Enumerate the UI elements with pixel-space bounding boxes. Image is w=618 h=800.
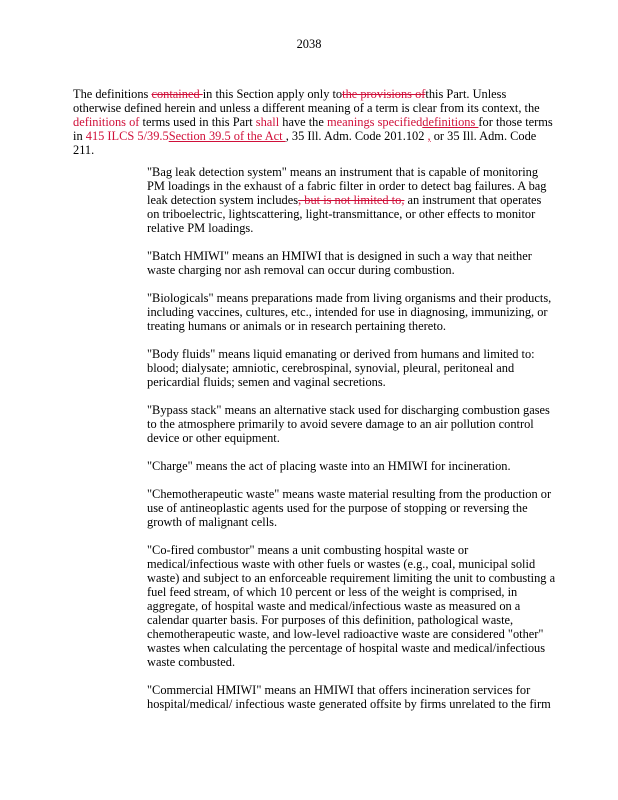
inserted-text: definitions (422, 115, 479, 129)
text-segment: "Bypass stack" means an alternative stack used for discharging combustion gases (147, 403, 550, 417)
text-segment: in (73, 129, 86, 143)
text-line (147, 571, 556, 585)
text-segment: , 35 Ill. Adm. Code 201.102 (285, 129, 428, 143)
text-segment: growth of malignant cells. (147, 515, 278, 529)
text-line (147, 585, 547, 599)
text-segment: an instrument that operates (404, 193, 542, 207)
definition-paragraph (147, 459, 547, 473)
text-segment: or 35 Ill. Adm. Code (430, 129, 537, 143)
text-segment: aggregate, of hospital waste and medical/infectious waste as measured on a (147, 599, 521, 613)
text-line (147, 221, 547, 235)
text-segment: "Batch HMIWI" means an HMIWI that is designed in such a way that neither (147, 249, 532, 263)
deleted-text: , but is not limited to, (298, 193, 405, 207)
text-segment: waste) and subject to an enforceable requirement limiting the unit to combusting a (147, 571, 556, 585)
text-segment: waste charging nor ash removal can occur during combustion. (147, 263, 455, 277)
definition-paragraph (147, 487, 552, 529)
text-segment: "Biologicals" means preparations made from living organisms and their products, (147, 291, 552, 305)
text-segment: hospital/medical/ infectious waste generated offsite by firms unrelated to the firm (147, 697, 551, 711)
text-line (147, 613, 547, 627)
text-segment: 211. (73, 143, 95, 157)
text-line (147, 697, 551, 711)
inserted-text: Section 39.5 of the Act (168, 129, 286, 143)
text-line (147, 361, 547, 375)
definition-paragraph (147, 291, 552, 333)
inserted-text: , (427, 129, 431, 143)
text-segment: leak detection system includes (147, 193, 299, 207)
text-segment: "Commercial HMIWI" means an HMIWI that offers incineration services for (147, 683, 531, 697)
definition-paragraph (147, 249, 547, 277)
text-line (147, 515, 547, 529)
text-segment: have the (279, 115, 327, 129)
text-segment: "Chemotherapeutic waste" means waste material resulting from the production or (147, 487, 552, 501)
text-line (73, 129, 553, 143)
definition-paragraph (147, 165, 547, 235)
text-segment: wastes when calculating the percentage of hospital waste and medical/infectious (147, 641, 546, 655)
text-segment: this Part. Unless (425, 87, 507, 101)
text-segment: in this Section apply only to (202, 87, 343, 101)
text-segment: PM loadings in the exhaust of a fabric filter in order to detect bag failures. A bag (147, 179, 547, 193)
text-line (147, 641, 547, 655)
text-line (73, 87, 553, 101)
text-line (147, 291, 552, 305)
definition-paragraph (147, 347, 547, 389)
text-line (147, 501, 547, 515)
text-line (147, 543, 547, 557)
text-segment: medical/infectious waste with other fuels or wastes (e.g., coal, municipal solid (147, 557, 536, 571)
text-line (147, 487, 552, 501)
text-line (147, 319, 547, 333)
text-line (73, 101, 553, 115)
text-segment: calendar quarter basis. For purposes of this definition, pathological waste, (147, 613, 514, 627)
text-segment: to the atmosphere primarily to avoid severe damage to an air pollution control (147, 417, 534, 431)
definition-paragraph (147, 543, 556, 669)
inserted-text: meanings specified (326, 115, 423, 129)
text-line (147, 655, 547, 669)
text-line (147, 431, 547, 445)
definitions-list (147, 165, 556, 725)
text-segment: terms used in this Part (139, 115, 256, 129)
text-segment: pericardial fluids; semen and vaginal secretions. (147, 375, 386, 389)
text-segment: for those terms (478, 115, 553, 129)
text-line (147, 557, 547, 571)
inserted-text: shall (255, 115, 280, 129)
text-line (73, 115, 553, 129)
intro-paragraph (73, 87, 553, 157)
deleted-text: the provisions of (342, 87, 426, 101)
text-line (147, 459, 547, 473)
text-segment: otherwise defined herein and unless a different meaning of a term is clear from its context, the (73, 101, 540, 115)
text-line (147, 179, 547, 193)
page-number: 2038 (296, 37, 322, 51)
text-segment: blood; dialysate; amniotic, cerebrospinal, synovial, pleural, peritoneal and (147, 361, 515, 375)
text-segment: relative PM loadings. (147, 221, 254, 235)
text-segment: The definitions (73, 87, 152, 101)
text-segment: including vaccines, cultures, etc., intended for use in diagnosing, immunizing, or (147, 305, 548, 319)
text-line (147, 683, 547, 697)
text-segment: chemotherapeutic waste, and low-level radioactive waste are considered "other" (147, 627, 544, 641)
text-line (147, 417, 547, 431)
text-line (147, 249, 547, 263)
text-line (147, 165, 547, 179)
text-line (147, 347, 547, 361)
text-line (147, 305, 547, 319)
text-line (73, 143, 553, 157)
text-segment: "Body fluids" means liquid emanating or derived from humans and limited to: (147, 347, 535, 361)
text-line (147, 599, 547, 613)
text-line (147, 403, 550, 417)
text-segment: use of antineoplastic agents used for the purpose of stopping or reversing the (147, 501, 528, 515)
text-segment: waste combusted. (147, 655, 236, 669)
inserted-text: definitions of (73, 115, 140, 129)
text-segment: on triboelectric, lightscattering, light-transmittance, or other effects to monitor (147, 207, 536, 221)
text-segment: device or other equipment. (147, 431, 280, 445)
definition-paragraph (147, 683, 551, 711)
text-segment: fuel feed stream, of which 10 percent or less of the weight is comprised, in (147, 585, 518, 599)
text-line (147, 193, 547, 207)
inserted-text: 415 ILCS 5/39.5 (85, 129, 169, 143)
text-segment: "Co-fired combustor" means a unit combusting hospital waste or (147, 543, 469, 557)
text-segment: treating humans or animals or in research pertaining thereto. (147, 319, 446, 333)
text-line (147, 627, 547, 641)
text-line (147, 375, 547, 389)
text-segment: "Bag leak detection system" means an instrument that is capable of monitoring (147, 165, 539, 179)
definition-paragraph (147, 403, 550, 445)
text-line (147, 207, 547, 221)
deleted-text: contained (151, 87, 203, 101)
text-line (147, 263, 547, 277)
text-segment: "Charge" means the act of placing waste into an HMIWI for incineration. (147, 459, 511, 473)
